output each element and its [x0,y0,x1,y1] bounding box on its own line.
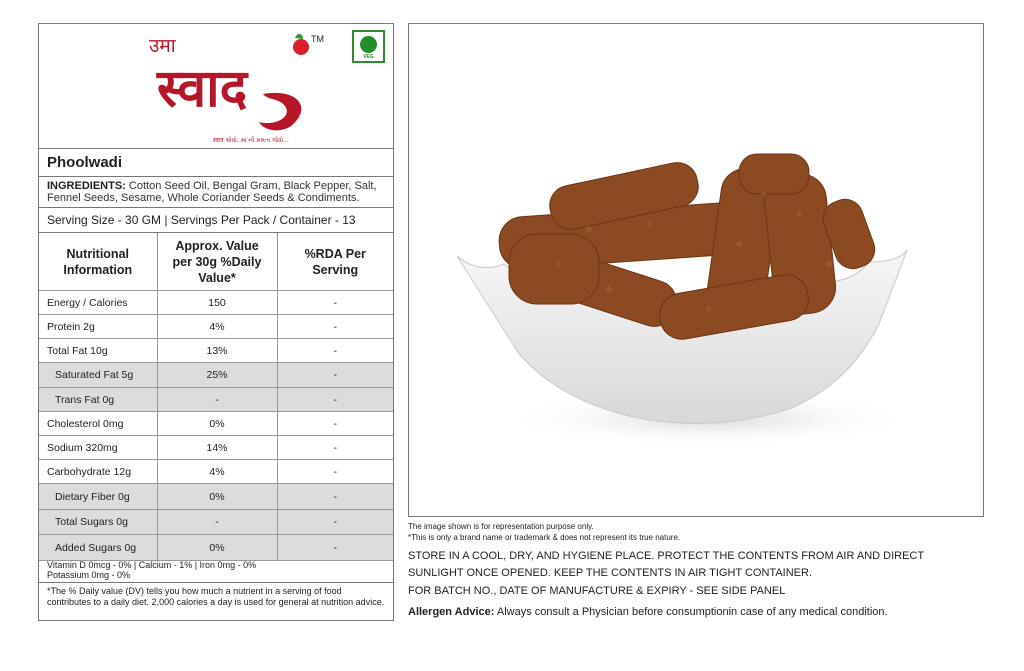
nutrient-name: Dietary Fiber 0g [39,484,157,510]
nutrient-rda: - [277,388,393,412]
vitamins-info [39,559,393,583]
nutrient-value: - [157,388,277,412]
vitamins-line-2: Potassium 0mg - 0% [47,570,131,580]
nutrient-value: 14% [157,436,277,460]
storage-line-2: SUNLIGHT ONCE OPENED. KEEP THE CONTENTS IN AIR TIGHT CONTAINER. [408,567,813,579]
allergen-advice [408,606,888,618]
nutrient-value: 150 [157,291,277,315]
table-row [39,315,393,339]
nutrient-name: Saturated Fat 5g [39,363,157,388]
nutrient-value: 0% [157,484,277,510]
brand-tagline: स्वाद એવો, માં ની મમતા જેવો... [213,137,289,144]
ingredients-section [39,177,393,208]
product-name: Phoolwadi [39,149,393,177]
nutrient-name: Sodium 320mg [39,436,157,460]
table-row [39,412,393,436]
leaf-icon [295,34,303,39]
brand-logo-area [39,24,393,149]
batch-info: FOR BATCH NO., DATE OF MANUFACTURE & EXPIRY - SEE SIDE PANEL [408,585,786,597]
nutrient-name: Cholesterol 0mg [39,412,157,436]
nutrient-name: Total Fat 10g [39,339,157,363]
nutrient-rda: - [277,510,393,535]
nutrition-table [39,233,393,561]
nutrient-name: Energy / Calories [39,291,157,315]
phoolwadi-bowl-image [409,24,983,516]
nutrient-value: - [157,510,277,535]
trademark-symbol: TM [311,34,324,44]
daily-value-note: *The % Daily value (DV) tells you how much a nutrient in a serving of food contributes to a daily diet. 2,000 calories a day is used for general at nutrition advice. [47,586,385,607]
ingredients-label: INGREDIENTS: [47,180,126,192]
chili-swoosh-icon [259,93,301,130]
storage-instructions [408,548,998,582]
brand-logo-main: स्वाद [157,59,248,119]
table-row [39,535,393,561]
brand-logo [143,30,333,146]
table-row [39,484,393,510]
table-row [39,388,393,412]
nutrient-name: Carbohydrate 12g [39,460,157,484]
nutrient-rda: - [277,315,393,339]
nutrient-rda: - [277,535,393,561]
nutrient-value: 13% [157,339,277,363]
nutrition-header-row [39,233,393,291]
allergen-label: Allergen Advice: [408,606,495,618]
disclaimer-line-2: *This is only a brand name or trademark & does not represent its true nature. [408,533,681,542]
disclaimer-text [408,521,680,543]
veg-mark-icon [352,30,385,63]
nutrition-label-card [38,23,394,621]
serving-info: Serving Size - 30 GM | Servings Per Pack / Container - 13 [39,208,393,233]
header-rda: %RDA Per Serving [277,233,393,291]
table-row [39,436,393,460]
brand-logo-top: उमा [149,35,176,57]
nutrient-rda: - [277,363,393,388]
nutrient-rda: - [277,412,393,436]
veg-label: VEG [363,54,374,60]
nutrient-value: 4% [157,315,277,339]
disclaimer-line-1: The image shown is for representation purpose only. [408,522,594,531]
nutrient-value: 4% [157,460,277,484]
header-approx-value: Approx. Value per 30g %Daily Value* [157,233,277,291]
nutrient-name: Protein 2g [39,315,157,339]
nutrient-value: 25% [157,363,277,388]
product-photo [408,23,984,517]
tomato-icon [293,39,309,55]
vitamins-line-1: Vitamin D 0mcg - 0% | Calcium - 1% | Iron 0mg - 0% [47,560,257,570]
table-row [39,291,393,315]
nutrient-name: Added Sugars 0g [39,535,157,561]
nutrient-value: 0% [157,412,277,436]
nutrient-name: Trans Fat 0g [39,388,157,412]
nutrient-rda: - [277,460,393,484]
table-row [39,460,393,484]
veg-dot [360,36,377,53]
nutrient-rda: - [277,339,393,363]
nutrient-rda: - [277,484,393,510]
table-row [39,339,393,363]
nutrient-name: Total Sugars 0g [39,510,157,535]
allergen-text: Always consult a Physician before consumptionin case of any medical condition. [496,606,888,618]
nutrient-rda: - [277,291,393,315]
ingredients-text: Cotton Seed Oil, Bengal Gram, Black Pepper, Salt, Fennel Seeds, Sesame, Whole Coriander Seeds & Condiments. [47,180,377,204]
nutrient-value: 0% [157,535,277,561]
nutrient-rda: - [277,436,393,460]
table-row [39,510,393,535]
table-row [39,363,393,388]
storage-line-1: STORE IN A COOL, DRY, AND HYGIENE PLACE. PROTECT THE CONTENTS FROM AIR AND DIRECT [408,550,925,562]
header-nutritional-information: Nutritional Information [39,233,157,291]
